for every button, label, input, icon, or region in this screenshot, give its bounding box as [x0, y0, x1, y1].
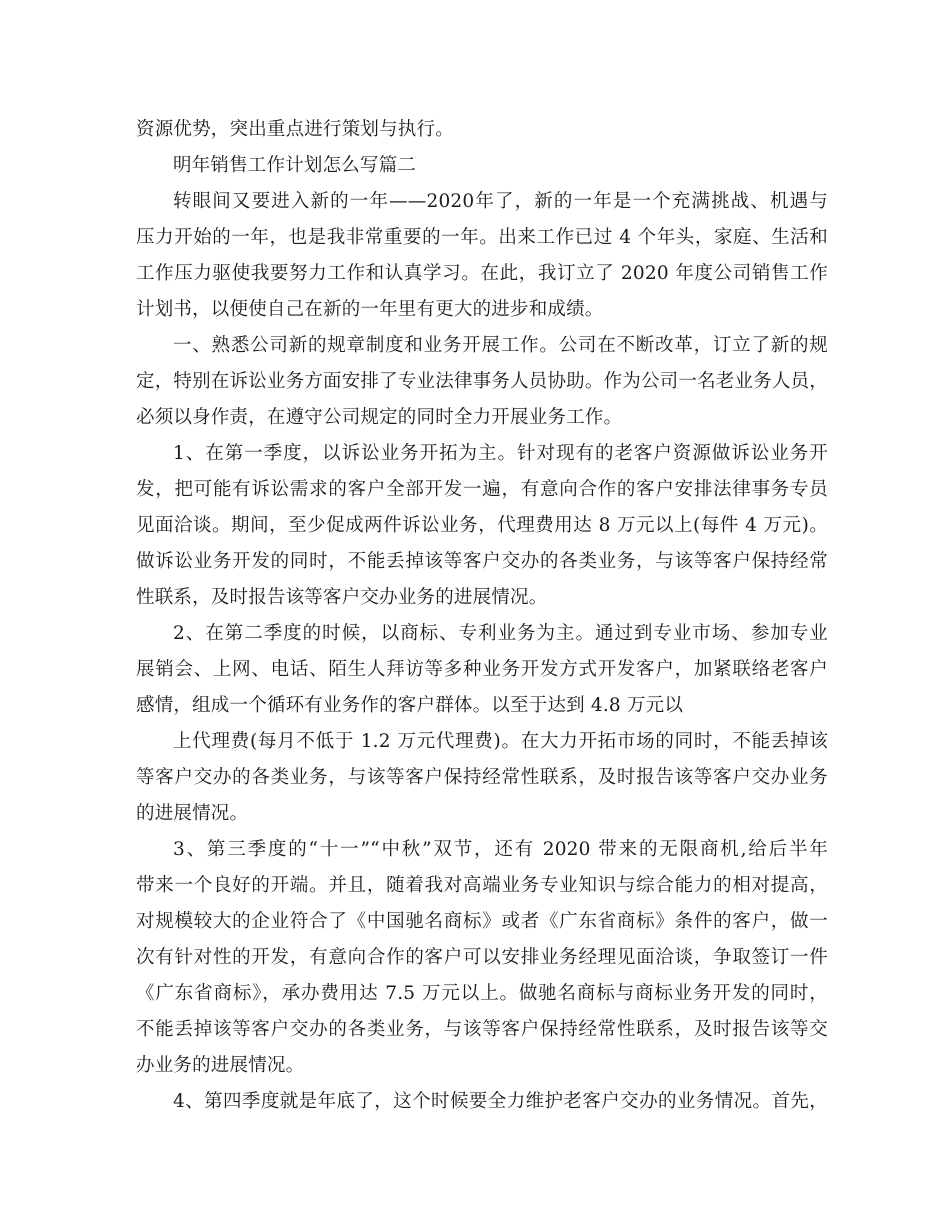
text-line: 次有针对性的开发，有意向合作的客户可以安排业务经理见面洽谈，争取签订一件	[136, 947, 828, 968]
text-line: 感情，组成一个循环有业务作的客户群体。以至于达到 4.8 万元以	[136, 695, 684, 716]
text-line: 对规模较大的企业符合了《中国驰名商标》或者《广东省商标》条件的客户，做一	[136, 911, 828, 932]
text-line: 计划书，以便使自己在新的一年里有更大的进步和成绩。	[136, 299, 604, 320]
text-line: 发，把可能有诉讼需求的客户全部开发一遍，有意向合作的客户安排法律事务专员	[136, 479, 828, 500]
text-line: 转眼间又要进入新的一年——2020年了，新的一年是一个充满挑战、机遇与	[173, 191, 828, 212]
text-line: 4、第四季度就是年底了，这个时候要全力维护老客户交办的业务情况。首先，	[173, 1091, 828, 1112]
text-line: 不能丢掉该等客户交办的各类业务，与该等客户保持经常性联系，及时报告该等交	[136, 1019, 828, 1040]
text-line: 的进展情况。	[136, 803, 249, 824]
text-line: 《广东省商标》，承办费用达 7.5 万元以上。做驰名商标与商标业务开发的同时，	[136, 983, 828, 1004]
text-line: 办业务的进展情况。	[136, 1055, 305, 1076]
section-heading: 明年销售工作计划怎么写篇二	[173, 155, 417, 176]
text-line: 见面洽谈。期间，至少促成两件诉讼业务，代理费用达 8 万元以上(每件 4 万元)。	[136, 515, 828, 536]
document-body	[136, 112, 828, 1120]
text-line: 等客户交办的各类业务，与该等客户保持经常性联系，及时报告该等客户交办业务	[136, 767, 828, 788]
text-line: 上代理费(每月不低于 1.2 万元代理费)。在大力开拓市场的同时，不能丢掉该	[173, 731, 828, 752]
text-line: 工作压力驱使我要努力工作和认真学习。在此，我订立了 2020 年度公司销售工作	[136, 263, 828, 284]
text-line: 1、在第一季度，以诉讼业务开拓为主。针对现有的老客户资源做诉讼业务开	[173, 443, 828, 464]
text-line: 性联系，及时报告该等客户交办业务的进展情况。	[136, 587, 548, 608]
text-line: 资源优势，突出重点进行策划与执行。	[136, 119, 454, 140]
text-line: 3、第三季度的“十一”“中秋”双节，还有 2020 带来的无限商机,给后半年	[173, 839, 828, 860]
text-line: 2、在第二季度的时候，以商标、专利业务为主。通过到专业市场、参加专业	[173, 623, 828, 644]
text-line: 带来一个良好的开端。并且，随着我对高端业务专业知识与综合能力的相对提高，	[136, 875, 828, 896]
text-line: 压力开始的一年，也是我非常重要的一年。出来工作已过 4 个年头，家庭、生活和	[136, 227, 828, 248]
text-line: 必须以身作责，在遵守公司规定的同时全力开展业务工作。	[136, 407, 623, 428]
text-line: 展销会、上网、电话、陌生人拜访等多种业务开发方式开发客户，加紧联络老客户	[136, 659, 828, 680]
text-line: 做诉讼业务开发的同时，不能丢掉该等客户交办的各类业务，与该等客户保持经常	[136, 551, 828, 572]
text-line: 一、熟悉公司新的规章制度和业务开展工作。公司在不断改革，订立了新的规	[173, 335, 828, 356]
text-line: 定，特别在诉讼业务方面安排了专业法律事务人员协助。作为公司一名老业务人员，	[136, 371, 828, 392]
